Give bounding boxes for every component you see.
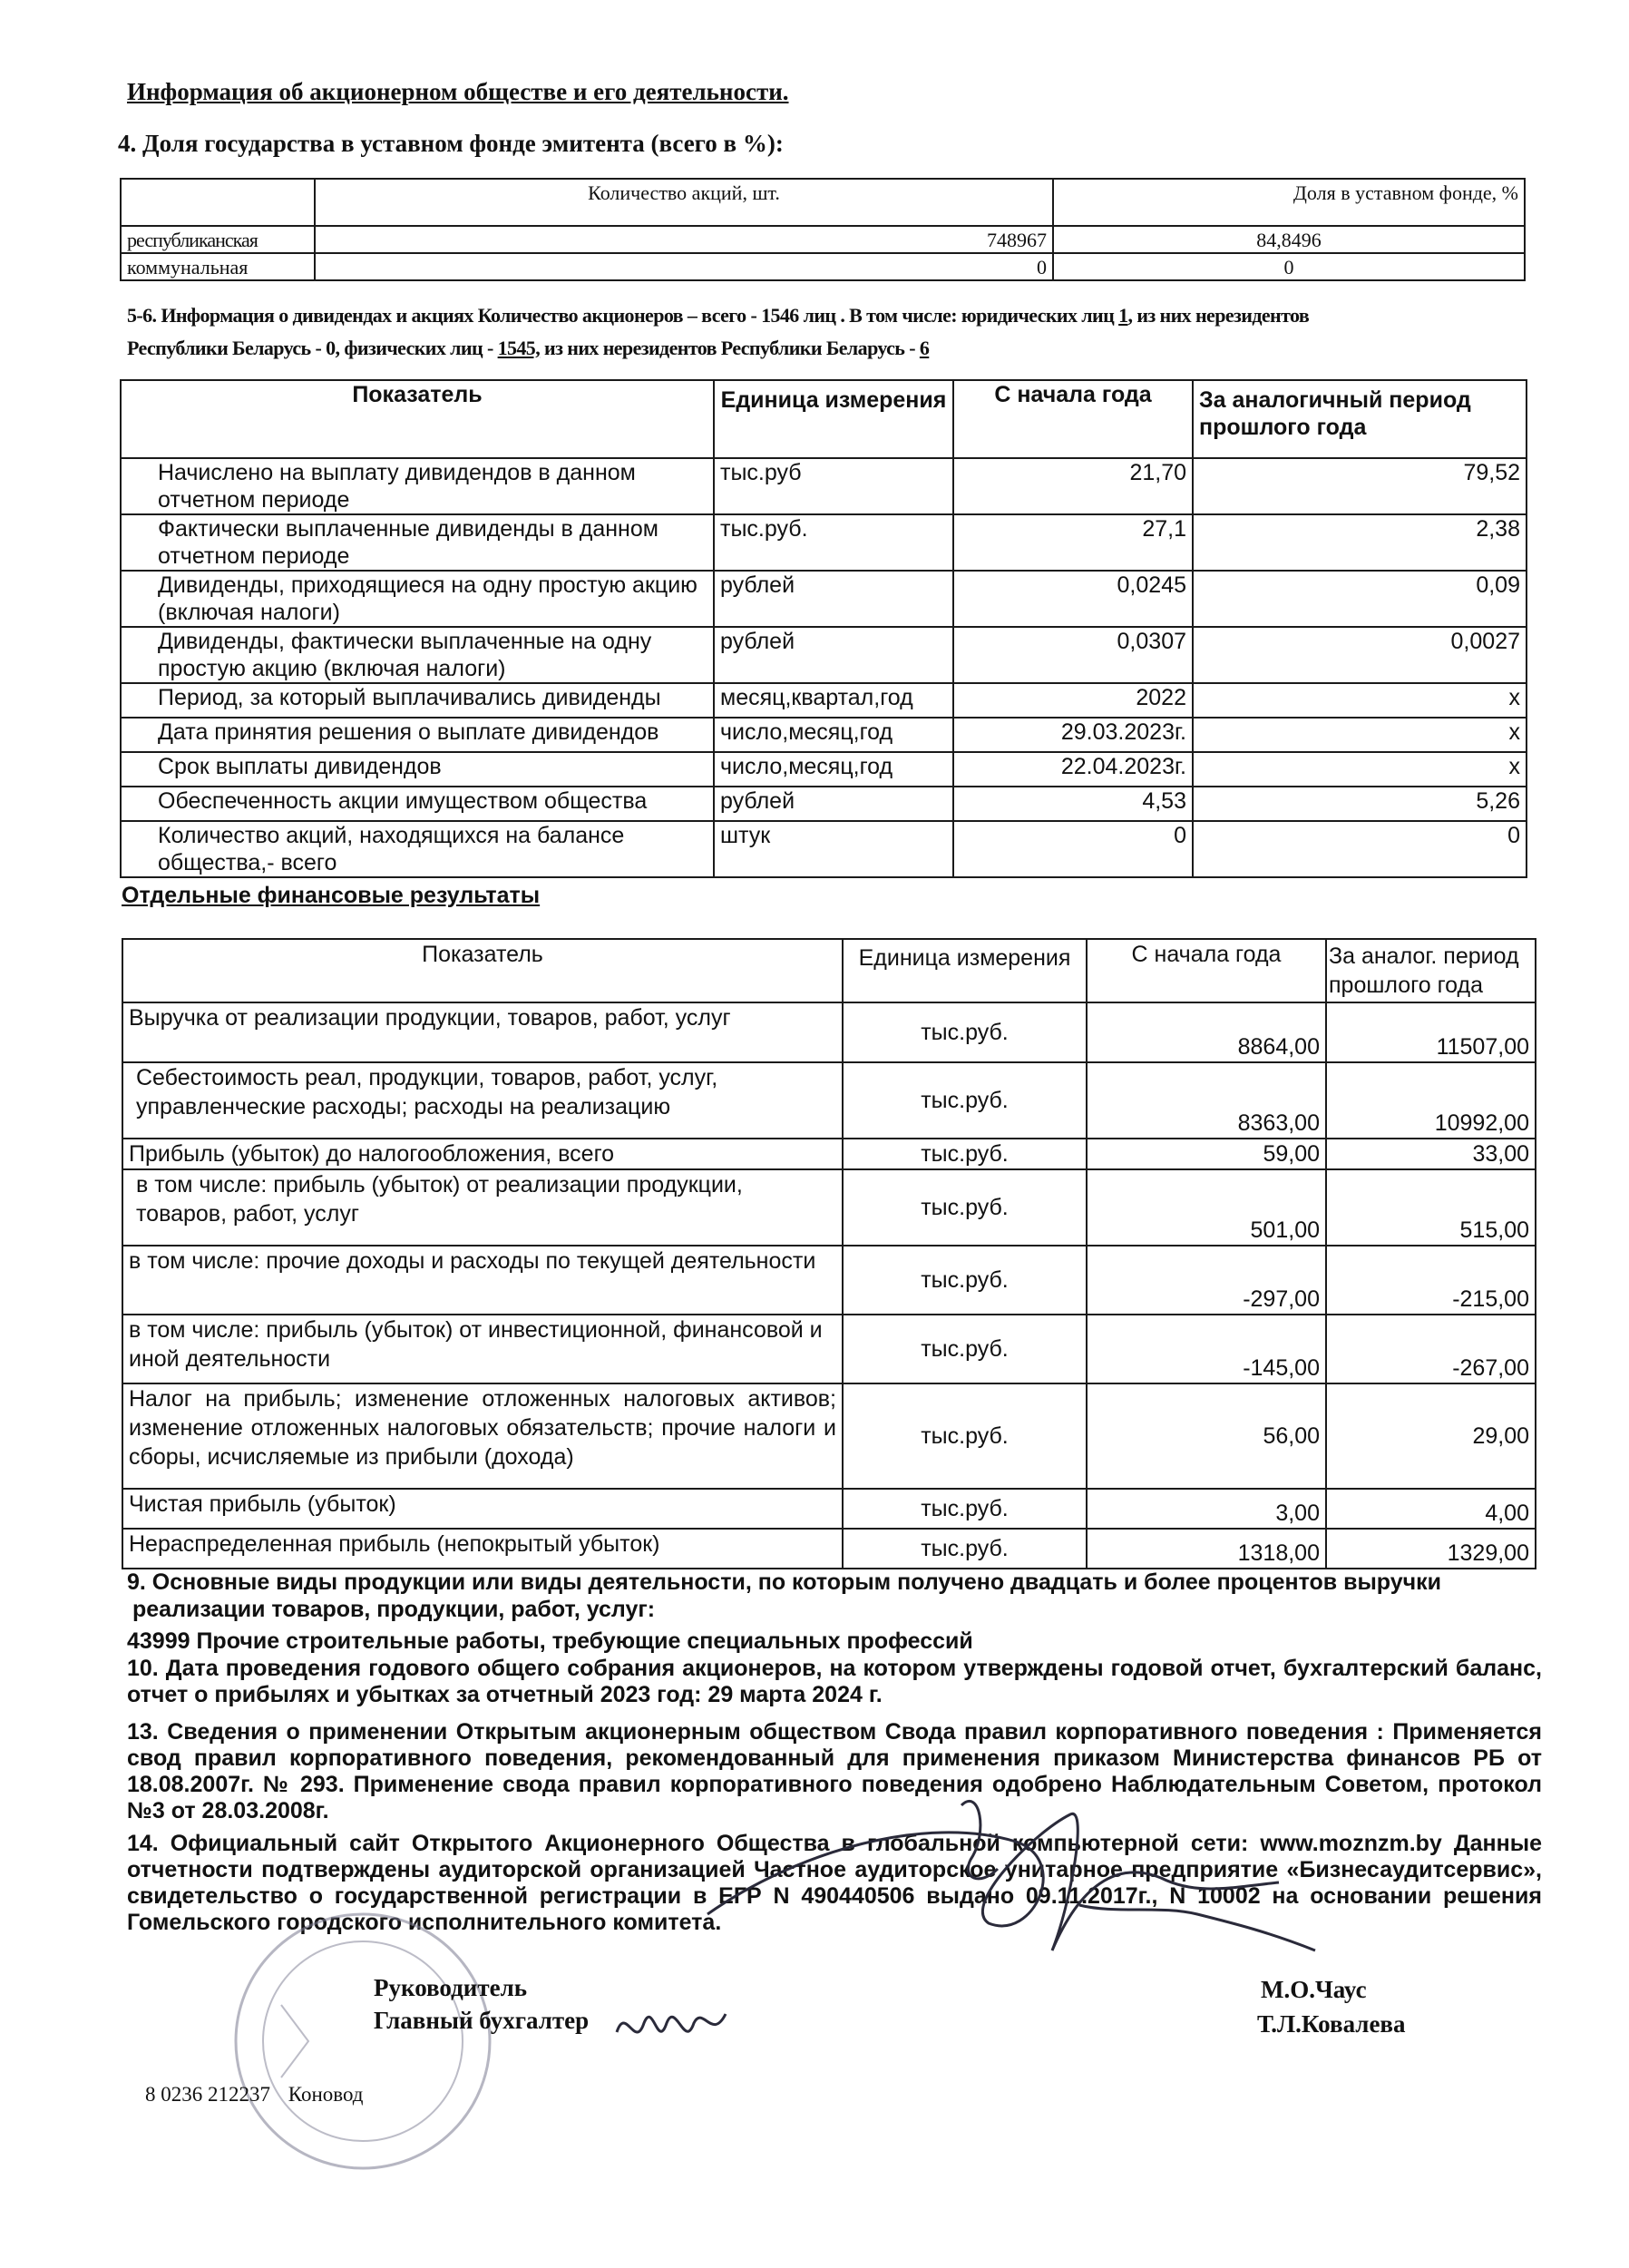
table-row: [121, 458, 1527, 514]
indicator-cell: Количество акций, находящихся на балансе общества,- всего: [121, 821, 714, 877]
indicator-cell: Прибыль (убыток) до налогообложения, всего: [122, 1139, 843, 1169]
indicator-cell: в том числе: прибыль (убыток) от реализации продукции, товаров, работ, услуг: [122, 1169, 843, 1246]
table-row: [122, 1139, 1536, 1169]
unit-cell: рублей: [714, 571, 953, 627]
page-heading: Информация об акционерном обществе и его деятельности.: [127, 78, 789, 105]
unit-cell: число,месяц,год: [714, 718, 953, 752]
indicator-cell: Выручка от реализации продукции, товаров, работ, услуг: [122, 1002, 843, 1062]
table-row: [122, 1062, 1536, 1139]
previous-value-cell: 11507,00: [1326, 1002, 1536, 1062]
indicator-cell: Нераспределенная прибыль (непокрытый убыток): [122, 1529, 843, 1569]
accountant-name: Т.Л.Ковалева: [1257, 2010, 1406, 2038]
row-label: республиканская: [121, 226, 315, 253]
dividends-col-unit: Единица измерения: [714, 380, 953, 458]
table-row: [122, 1002, 1536, 1062]
table-row: [121, 226, 1525, 253]
current-value-cell: 0,0245: [953, 571, 1193, 627]
previous-value-cell: -267,00: [1326, 1315, 1536, 1383]
col-share-pct-header: Доля в уставном фонде, %: [1053, 179, 1525, 226]
indicator-cell: Дата принятия решения о выплате дивидендов: [121, 718, 714, 752]
previous-value-cell: 5,26: [1193, 787, 1527, 821]
previous-value-cell: 0,09: [1193, 571, 1527, 627]
previous-value-cell: -215,00: [1326, 1246, 1536, 1315]
table-row: [121, 787, 1527, 821]
table-row: [121, 571, 1527, 627]
current-value-cell: 21,70: [953, 458, 1193, 514]
indicator-cell: Период, за который выплачивались дивиденды: [121, 683, 714, 718]
financial-header-row: [122, 939, 1536, 1002]
previous-value-cell: 0: [1193, 821, 1527, 877]
current-value-cell: 8864,00: [1087, 1002, 1326, 1062]
table-row: [121, 683, 1527, 718]
indicator-cell: Обеспеченность акции имуществом общества: [121, 787, 714, 821]
share-pct-value: 84,8496: [1053, 226, 1525, 253]
col-shares-header: Количество акций, шт.: [315, 179, 1053, 226]
unit-cell: тыс.руб.: [843, 1489, 1087, 1529]
handwritten-signature-accountant: [612, 1996, 730, 2059]
unit-cell: тыс.руб.: [843, 1139, 1087, 1169]
financial-col-previous: За аналог. период прошлого года: [1326, 939, 1536, 1002]
table-row: [121, 627, 1527, 683]
dividends-header-row: [121, 380, 1527, 458]
table-row: [122, 1489, 1536, 1529]
table-row: [121, 821, 1527, 877]
dividends-col-indicator: Показатель: [121, 380, 714, 458]
table-row: [122, 1529, 1536, 1569]
state-share-header-empty: [121, 179, 315, 226]
table-row: [122, 1246, 1536, 1315]
footer-contact: [145, 2083, 364, 2107]
indicator-cell: в том числе: прибыль (убыток) от инвестиционной, финансовой и иной деятельности: [122, 1315, 843, 1383]
unit-cell: тыс.руб.: [714, 514, 953, 571]
paragraph-9-line-2: реализации товаров, продукции, работ, услуг:: [132, 1597, 656, 1622]
previous-value-cell: x: [1193, 683, 1527, 718]
head-label: Руководитель: [374, 1974, 528, 2001]
handwritten-signature-head: [689, 1778, 1342, 2014]
previous-value-cell: 10992,00: [1326, 1062, 1536, 1139]
financial-col-current: С начала года: [1087, 939, 1326, 1002]
indicator-cell: Фактически выплаченные дивиденды в данном отчетном периоде: [121, 514, 714, 571]
previous-value-cell: 1329,00: [1326, 1529, 1536, 1569]
indicator-cell: Дивиденды, фактически выплаченные на одну простую акцию (включая налоги): [121, 627, 714, 683]
current-value-cell: 4,53: [953, 787, 1193, 821]
unit-cell: месяц,квартал,год: [714, 683, 953, 718]
previous-value-cell: 0,0027: [1193, 627, 1527, 683]
unit-cell: тыс.руб.: [843, 1246, 1087, 1315]
current-value-cell: 3,00: [1087, 1489, 1326, 1529]
current-value-cell: -297,00: [1087, 1246, 1326, 1315]
phone-number: 8 0236 212237: [145, 2083, 270, 2106]
previous-value-cell: 79,52: [1193, 458, 1527, 514]
table-row: [122, 1169, 1536, 1246]
current-value-cell: 29.03.2023г.: [953, 718, 1193, 752]
current-value-cell: 0: [953, 821, 1193, 877]
current-value-cell: 8363,00: [1087, 1062, 1326, 1139]
financial-col-unit: Единица измерения: [843, 939, 1087, 1002]
section-4-title: 4. Доля государства в уставном фонде эмитента (всего в %):: [118, 130, 784, 157]
current-value-cell: 2022: [953, 683, 1193, 718]
financial-results-table: [122, 938, 1536, 1569]
previous-value-cell: 33,00: [1326, 1139, 1536, 1169]
indicator-cell: Срок выплаты дивидендов: [121, 752, 714, 787]
indicator-cell: в том числе: прочие доходы и расходы по текущей деятельности: [122, 1246, 843, 1315]
unit-cell: тыс.руб.: [843, 1315, 1087, 1383]
indicator-cell: Налог на прибыль; изменение отложенных налоговых активов; изменение отложенных налоговых обязательств; прочие налоги и сборы, исчисляемые из прибыли (дохода): [122, 1383, 843, 1489]
indicator-cell: Себестоимость реал, продукции, товаров, работ, услуг, управленческие расходы; расходы на реализацию: [122, 1062, 843, 1139]
shares-value: 748967: [315, 226, 1053, 253]
shares-value: 0: [315, 253, 1053, 280]
unit-cell: тыс.руб.: [843, 1169, 1087, 1246]
table-row: [121, 514, 1527, 571]
previous-value-cell: 515,00: [1326, 1169, 1536, 1246]
table-row: [121, 253, 1525, 280]
state-share-header-row: [121, 179, 1525, 226]
table-row: [122, 1315, 1536, 1383]
shareholders-info: [127, 299, 1309, 365]
previous-value-cell: 29,00: [1326, 1383, 1536, 1489]
current-value-cell: 27,1: [953, 514, 1193, 571]
table-row: [121, 718, 1527, 752]
row-label: коммунальная: [121, 253, 315, 280]
current-value-cell: -145,00: [1087, 1315, 1326, 1383]
company-seal-stamp: [209, 1905, 499, 2177]
financial-col-indicator: Показатель: [122, 939, 843, 1002]
unit-cell: рублей: [714, 787, 953, 821]
paragraph-14: 14. Официальный сайт Открытого Акционерного Общества в глобальной компьютерной сети: www.moznzm.by Данные отчетности подтверждены аудиторской организацией Частное аудиторское унитарное предприятие «Бизнесаудитсервис», свидетельство о государственной регистрации в ЕГР N 490440506 выдано 09.11.2017г., N 10002 на основании решения Гомельского городского исполнительного комитета.: [127, 1831, 1542, 1935]
previous-value-cell: x: [1193, 718, 1527, 752]
indicator-cell: Начислено на выплату дивидендов в данном отчетном периоде: [121, 458, 714, 514]
table-row: [121, 752, 1527, 787]
financial-results-title: Отдельные финансовые результаты: [122, 883, 541, 908]
unit-cell: тыс.руб.: [843, 1062, 1087, 1139]
current-value-cell: 56,00: [1087, 1383, 1326, 1489]
dividends-col-previous: За аналогичный период прошлого года: [1193, 380, 1527, 458]
current-value-cell: 0,0307: [953, 627, 1193, 683]
unit-cell: рублей: [714, 627, 953, 683]
unit-cell: штук: [714, 821, 953, 877]
unit-cell: тыс.руб: [714, 458, 953, 514]
current-value-cell: 59,00: [1087, 1139, 1326, 1169]
previous-value-cell: 2,38: [1193, 514, 1527, 571]
dividends-table: [120, 379, 1527, 878]
shareholders-line-1: 5-6. Информация о дивидендах и акциях Количество акционеров – всего - 1546 лиц . В том числе: юридических лиц 1, из них нерезидентов: [127, 304, 1310, 327]
indicator-cell: Чистая прибыль (убыток): [122, 1489, 843, 1529]
previous-value-cell: 4,00: [1326, 1489, 1536, 1529]
paragraph-13: 13. Сведения о применении Открытым акционерным обществом Свода правил корпоративного поведения : Применяется свод правил корпоративного поведения, рекомендованный для применения приказом Министерства финансов РБ от 18.08.2007г. № 293. Применение свода правил корпоративного поведения одобрено Наблюдательным Советом, протокол №3 от 28.03.2008г.: [127, 1719, 1542, 1823]
current-value-cell: 22.04.2023г.: [953, 752, 1193, 787]
unit-cell: число,месяц,год: [714, 752, 953, 787]
head-name: М.О.Чаус: [1261, 1976, 1367, 2003]
state-share-table: [120, 178, 1526, 281]
current-value-cell: 501,00: [1087, 1169, 1326, 1246]
executor-name: Коновод: [288, 2083, 364, 2106]
current-value-cell: 1318,00: [1087, 1529, 1326, 1569]
indicator-cell: Дивиденды, приходящиеся на одну простую акцию (включая налоги): [121, 571, 714, 627]
unit-cell: тыс.руб.: [843, 1529, 1087, 1569]
dividends-col-current: С начала года: [953, 380, 1193, 458]
accountant-label: Главный бухгалтер: [374, 2007, 590, 2034]
paragraph-10: 10. Дата проведения годового общего собрания акционеров, на котором утверждены годовой отчет, бухгалтерский баланс, отчет о прибылях и убытках за отчетный 2023 год: 29 марта 2024 г.: [127, 1656, 1542, 1707]
paragraph-9-activity: 43999 Прочие строительные работы, требующие специальных профессий: [127, 1628, 973, 1654]
paragraph-9-line-1: 9. Основные виды продукции или виды деятельности, по которым получено двадцать и более процентов выручки: [127, 1569, 1442, 1595]
shareholders-line-2: Республики Беларусь - 0, физических лиц - 1545, из них нерезидентов Республики Беларусь - 6: [127, 337, 930, 359]
unit-cell: тыс.руб.: [843, 1383, 1087, 1489]
unit-cell: тыс.руб.: [843, 1002, 1087, 1062]
previous-value-cell: x: [1193, 752, 1527, 787]
table-row: [122, 1383, 1536, 1489]
share-pct-value: 0: [1053, 253, 1525, 280]
